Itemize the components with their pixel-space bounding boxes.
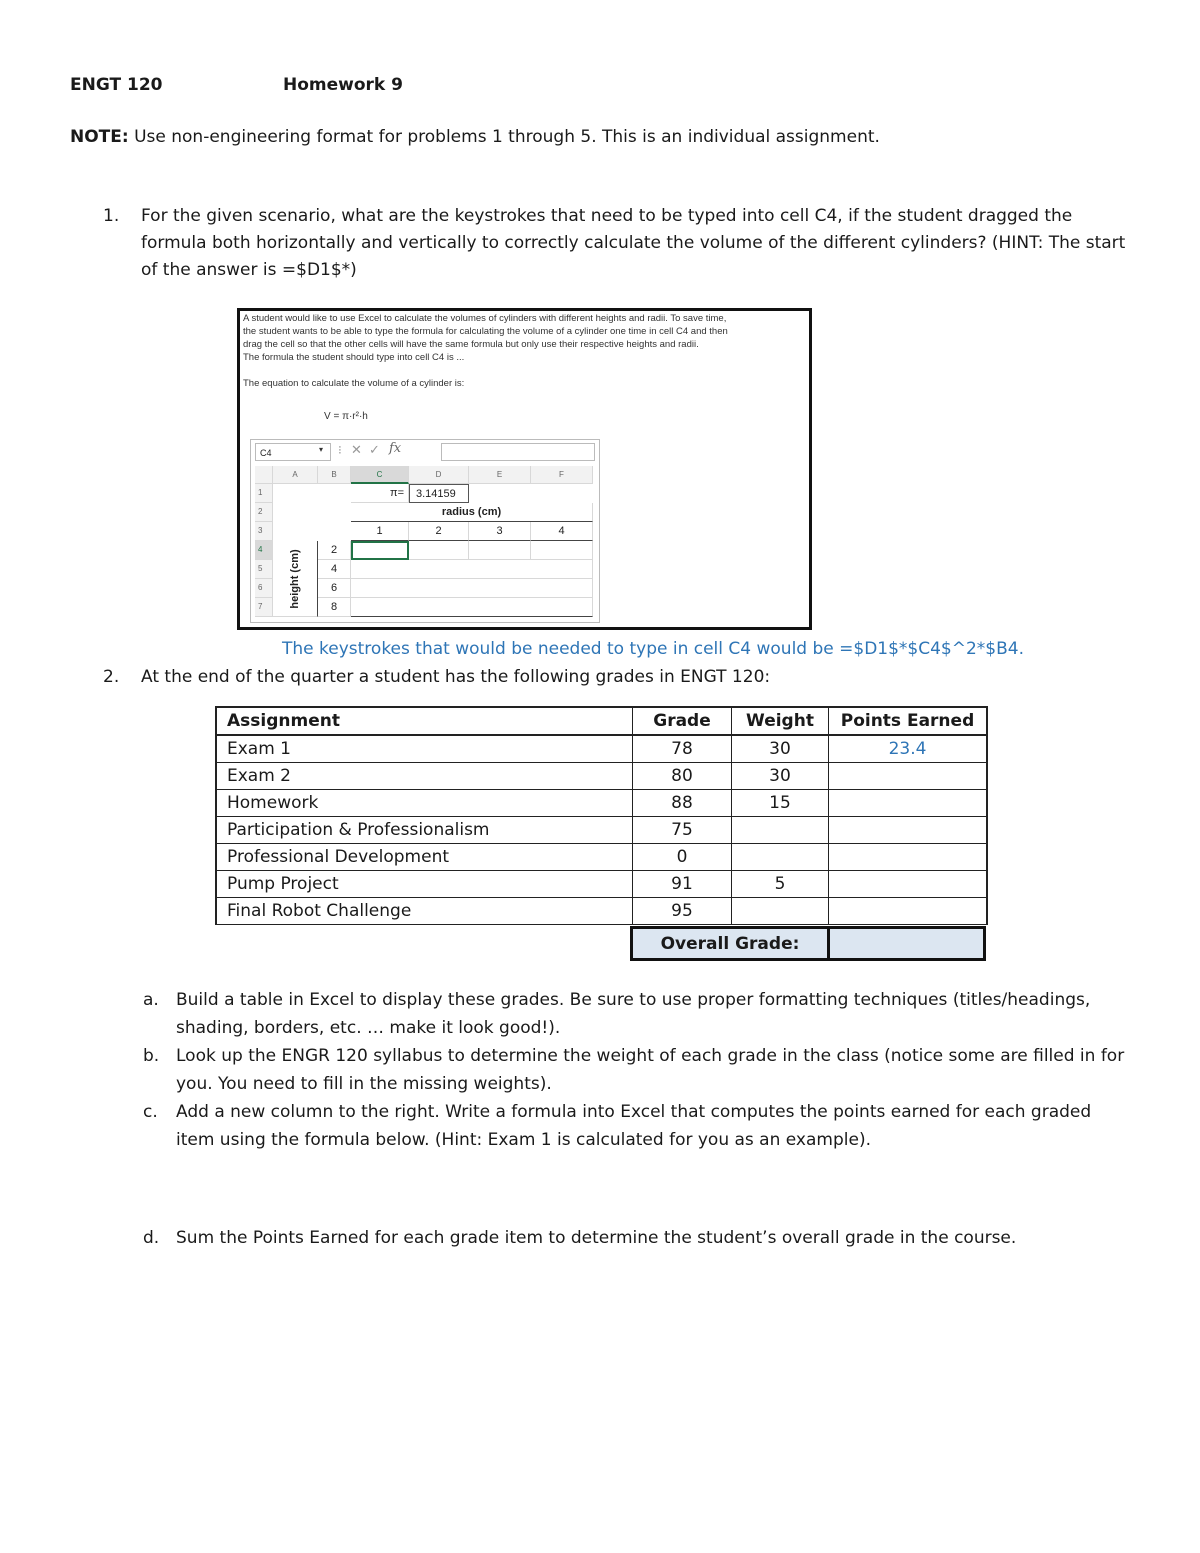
header-weight: Weight xyxy=(732,707,829,735)
column-header: E xyxy=(469,466,531,484)
figure-line: drag the cell so that the other cells will have the same formula but only use their respective heights and radii. xyxy=(243,339,699,350)
column-header: C xyxy=(351,466,409,484)
cancel-icon: ✕ xyxy=(351,442,362,457)
overall-grade-label: Overall Grade: xyxy=(632,928,829,960)
column-header: A xyxy=(273,466,318,484)
row-header: 3 xyxy=(255,522,273,541)
header-assignment: Assignment xyxy=(216,707,633,735)
height-value: 4 xyxy=(318,560,351,579)
assignment-cell: Professional Development xyxy=(216,844,633,871)
grade-cell: 91 xyxy=(633,871,732,898)
problem-1-answer: The keystrokes that would be needed to type in cell C4 would be =$D1$*$C4$^2*$B4. xyxy=(282,639,1024,659)
height-value: 6 xyxy=(318,579,351,598)
cell xyxy=(531,541,593,560)
points-cell: 23.4 xyxy=(829,735,988,763)
radius-value: 1 xyxy=(351,522,409,541)
subitem-text: Build a table in Excel to display these grades. Be sure to use proper formatting techniques (titles/headings, shading, borders, etc. … make it look good!). xyxy=(176,990,1091,1038)
subitem-label: c. xyxy=(143,1102,158,1122)
assignment-cell: Exam 2 xyxy=(216,763,633,790)
table-row xyxy=(216,844,987,871)
course-code: ENGT 120 xyxy=(70,75,163,95)
assignment-cell: Homework xyxy=(216,790,633,817)
assignment-title: Homework 9 xyxy=(283,75,403,95)
column-header: D xyxy=(409,466,469,484)
fx-label: fx xyxy=(389,441,402,456)
height-value: 2 xyxy=(318,541,351,560)
overall-grade-value xyxy=(829,928,985,960)
points-cell xyxy=(829,844,988,871)
row-header: 6 xyxy=(255,579,273,598)
weight-cell xyxy=(732,844,829,871)
name-box: C4 xyxy=(255,443,331,461)
table-header-row xyxy=(216,707,987,735)
excel-sheet xyxy=(250,439,600,623)
subitem-text: Sum the Points Earned for each grade item to determine the student’s overall grade in the course. xyxy=(176,1228,1017,1248)
radius-value: 3 xyxy=(469,522,531,541)
cell xyxy=(351,579,593,598)
assignment-cell: Participation & Professionalism xyxy=(216,817,633,844)
points-cell xyxy=(829,763,988,790)
header-points-earned: Points Earned xyxy=(829,707,988,735)
overall-grade-row xyxy=(630,926,986,961)
radius-label: radius (cm) xyxy=(351,503,593,522)
subitem-text: Look up the ENGR 120 syllabus to determine the weight of each grade in the class (notice some are filled in for you. You need to fill in the missing weights). xyxy=(176,1046,1125,1094)
assignment-cell: Exam 1 xyxy=(216,735,633,763)
grade-cell: 75 xyxy=(633,817,732,844)
height-label-cell xyxy=(273,541,318,617)
formula-input xyxy=(441,443,595,461)
figure-line: the student wants to be able to type the formula for calculating the volume of a cylinder one time in cell C4 and then xyxy=(243,326,728,337)
subitem-label: b. xyxy=(143,1046,160,1066)
radius-value: 2 xyxy=(409,522,469,541)
grade-cell: 80 xyxy=(633,763,732,790)
grade-cell: 78 xyxy=(633,735,732,763)
check-icon: ✓ xyxy=(369,442,380,457)
cell xyxy=(469,541,531,560)
table-row xyxy=(216,790,987,817)
note-label: NOTE: xyxy=(70,127,129,147)
table-row xyxy=(216,898,987,925)
pi-label: π= xyxy=(351,484,409,503)
grade-cell: 88 xyxy=(633,790,732,817)
note-text: Use non-engineering format for problems 1 through 5. This is an individual assignment. xyxy=(128,127,880,147)
radius-value: 4 xyxy=(531,522,593,541)
assignment-cell: Pump Project xyxy=(216,871,633,898)
more-icon: ⁝ xyxy=(338,443,342,457)
table-row xyxy=(216,763,987,790)
problem-2-text: At the end of the quarter a student has the following grades in ENGT 120: xyxy=(141,667,771,687)
points-cell xyxy=(829,817,988,844)
weight-cell: 15 xyxy=(732,790,829,817)
table-row xyxy=(216,735,987,763)
points-cell xyxy=(829,898,988,925)
subitem-text: Add a new column to the right. Write a formula into Excel that computes the points earned for each graded item using the formula below. (Hint: Exam 1 is calculated for you as an example). xyxy=(176,1102,1092,1150)
figure-line: The formula the student should type into cell C4 is ... xyxy=(243,352,465,363)
selected-cell-c4 xyxy=(351,541,409,560)
select-all-corner xyxy=(255,466,273,484)
row-header: 4 xyxy=(255,541,273,560)
weight-cell: 30 xyxy=(732,735,829,763)
problem-1-number: 1. xyxy=(103,206,120,226)
height-label: height (cm) xyxy=(289,549,301,609)
weight-cell xyxy=(732,898,829,925)
assignment-cell: Final Robot Challenge xyxy=(216,898,633,925)
table-row xyxy=(216,871,987,898)
row-header: 2 xyxy=(255,503,273,522)
volume-equation: V = π·r²·h xyxy=(324,411,368,422)
grades-table xyxy=(215,706,988,925)
scenario-figure xyxy=(237,308,812,630)
pi-value: 3.14159 xyxy=(409,484,469,503)
weight-cell xyxy=(732,817,829,844)
cell xyxy=(351,560,593,579)
table-row xyxy=(216,817,987,844)
problem-2-number: 2. xyxy=(103,667,120,687)
header-grade: Grade xyxy=(633,707,732,735)
row-header: 1 xyxy=(255,484,273,503)
points-cell xyxy=(829,790,988,817)
weight-cell: 5 xyxy=(732,871,829,898)
column-header: B xyxy=(318,466,351,484)
subitem-label: a. xyxy=(143,990,159,1010)
figure-line: A student would like to use Excel to calculate the volumes of cylinders with different heights and radii. To save time, xyxy=(243,313,727,324)
grade-cell: 95 xyxy=(633,898,732,925)
row-header: 5 xyxy=(255,560,273,579)
chevron-down-icon: ▾ xyxy=(319,445,324,454)
height-value: 8 xyxy=(318,598,351,617)
problem-1-text: For the given scenario, what are the keystrokes that need to be typed into cell C4, if the student dragged the formula both horizontally and vertically to correctly calculate the volume of the different cylinders? (HINT: The start of the answer is =$D1$*) xyxy=(141,206,1126,280)
grade-cell: 0 xyxy=(633,844,732,871)
cell xyxy=(409,541,469,560)
note xyxy=(70,127,880,147)
weight-cell: 30 xyxy=(732,763,829,790)
points-cell xyxy=(829,871,988,898)
column-header: F xyxy=(531,466,593,484)
row-header: 7 xyxy=(255,598,273,617)
subitem-label: d. xyxy=(143,1228,160,1248)
equation-intro: The equation to calculate the volume of a cylinder is: xyxy=(243,378,465,389)
cell xyxy=(351,598,593,617)
